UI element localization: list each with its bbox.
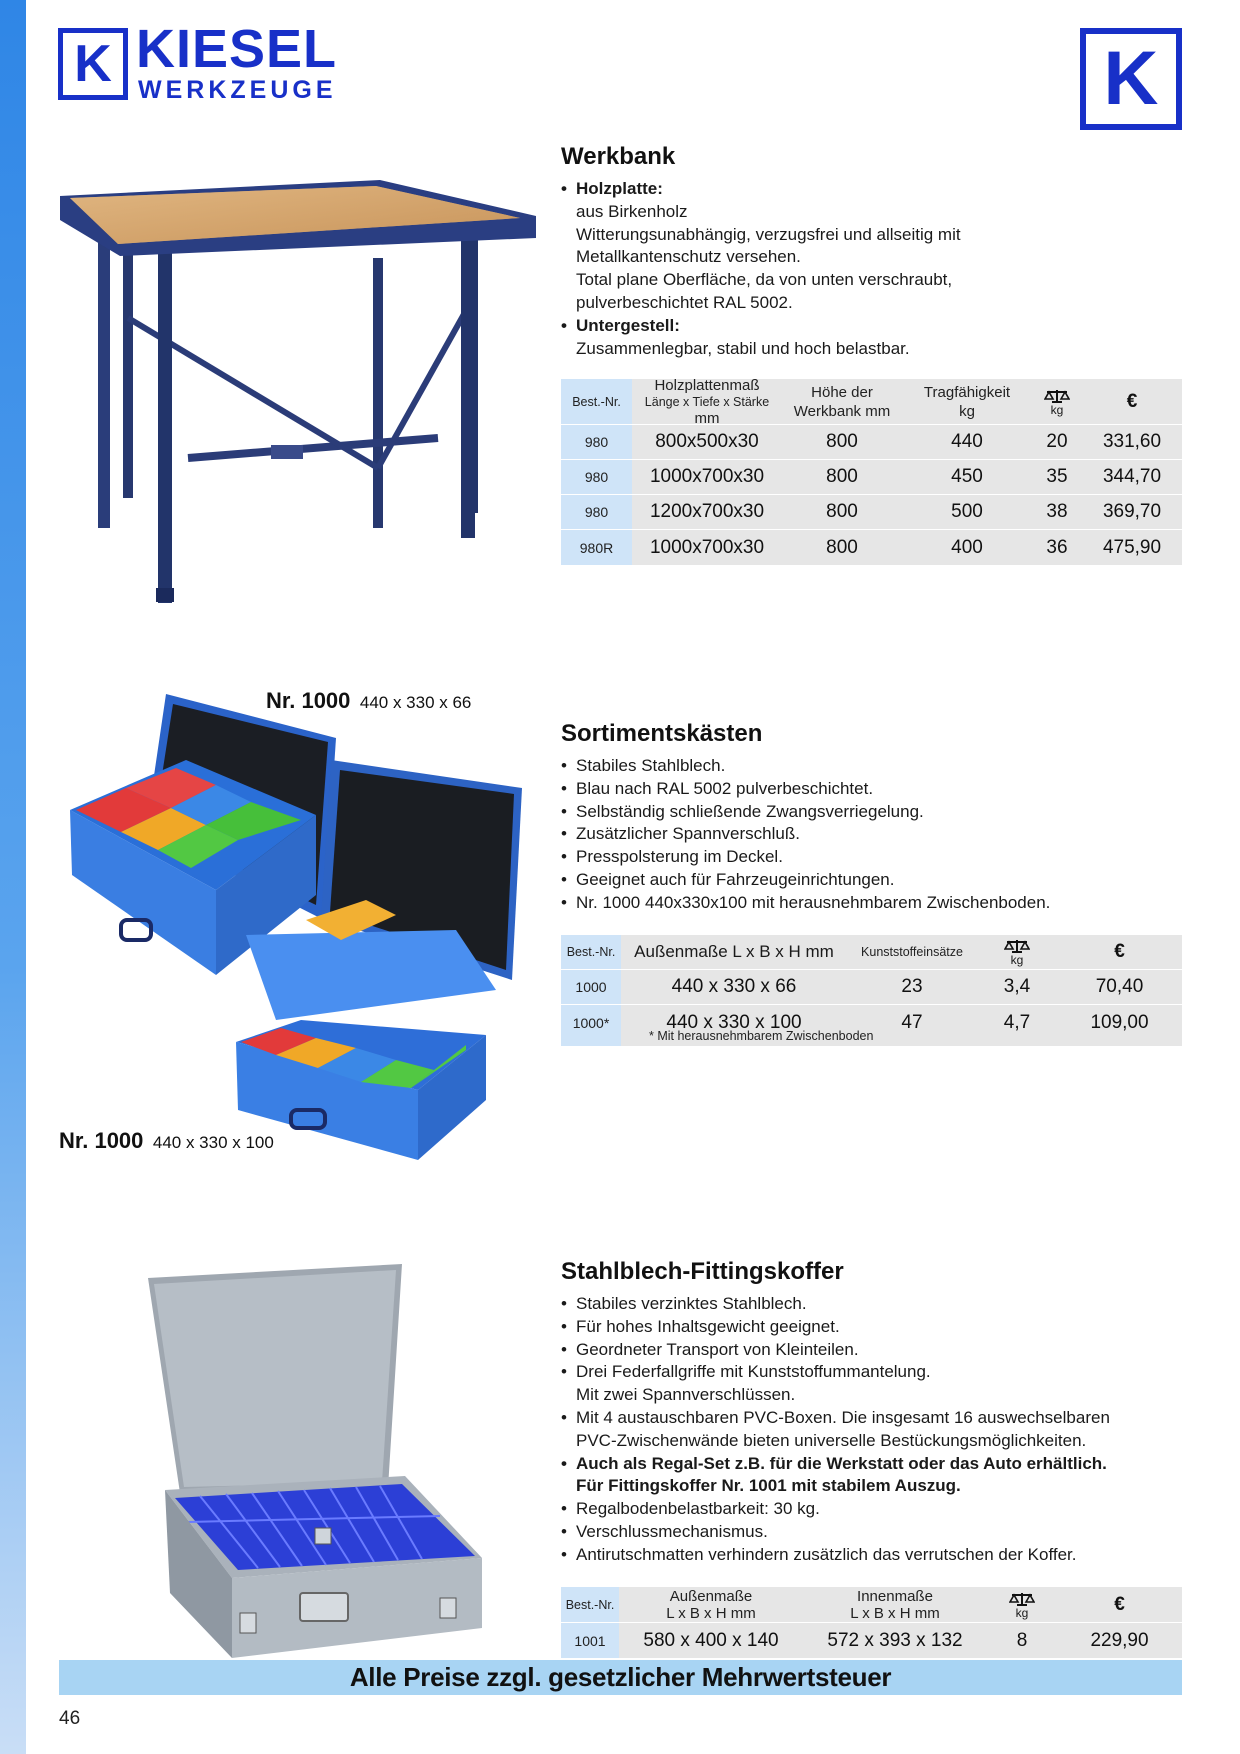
assortment-features: [561, 755, 1050, 915]
list-item: • Zusätzlicher Spannverschluß.: [561, 823, 1050, 846]
fitting-features: [561, 1293, 1110, 1567]
list-item: PVC-Zwischenwände bieten universelle Bestückungsmöglichkeiten.: [576, 1430, 1087, 1450]
scale-icon: [1004, 938, 1030, 954]
list-item: • Drei Federfallgriffe mit Kunststoffummantelung.: [561, 1361, 1110, 1384]
list-item: • Stabiles verzinktes Stahlblech.: [561, 1293, 1110, 1316]
list-item: • Holzplatte:: [561, 178, 961, 201]
list-item: • Auch als Regal-Set z.B. für die Werkstatt oder das Auto erhältlich.: [561, 1453, 1110, 1476]
logo-letter-large: K: [1103, 36, 1159, 121]
table-row: 980 1000x700x30 800 450 35 344,70: [561, 460, 1182, 495]
col-best-nr: Best.-Nr.: [566, 945, 616, 959]
col-outer-dims: Außenmaße L x B x H mm: [634, 942, 834, 961]
list-item: • Nr. 1000 440x330x100 mit herausnehmbarem Zwischenboden.: [561, 892, 1050, 915]
scale-icon: [1044, 388, 1070, 404]
col-price: €: [1126, 390, 1138, 412]
list-item: • Presspolsterung im Deckel.: [561, 846, 1050, 869]
col-bench-height: Höhe der Werkbank mm: [793, 383, 891, 420]
table-header: [561, 1587, 1182, 1623]
logo-letter: K: [74, 35, 112, 93]
fitting-price-table: [561, 1587, 1182, 1658]
list-item: • Selbständig schließende Zwangsverriegelung.: [561, 801, 1050, 824]
workbench-price-table: [561, 376, 1182, 565]
list-item: • Verschlussmechanismus.: [561, 1521, 1110, 1544]
table-row: 1000 440 x 330 x 66 23 3,4 70,40: [561, 970, 1182, 1005]
col-price: €: [1114, 941, 1125, 962]
table-header: [561, 935, 1182, 970]
logo-k-box: [58, 28, 128, 100]
list-item: Witterungsunabhängig, verzugsfrei und allseitig mit: [576, 224, 961, 244]
table-row: 980R 1000x700x30 800 400 36 475,90: [561, 530, 1182, 565]
vat-notice-bar: [59, 1660, 1182, 1695]
product-label-1000-66: Nr. 1000 440 x 330 x 66: [266, 688, 472, 713]
list-item: Metallkantenschutz versehen.: [576, 247, 801, 267]
list-item: • Antirutschmatten verhindern zusätzlich das verrutschen der Koffer.: [561, 1544, 1110, 1567]
list-item: • Blau nach RAL 5002 pulverbeschichtet.: [561, 778, 1050, 801]
list-item: • Regalbodenbelastbarkeit: 30 kg.: [561, 1498, 1110, 1521]
vat-notice: Alle Preise zzgl. gesetzlicher Mehrwertsteuer: [349, 1662, 892, 1692]
list-item: Total plane Oberfläche, da von unten verschraubt,: [576, 270, 953, 290]
col-best-nr: Best.-Nr.: [565, 1597, 615, 1612]
workbench-image: [58, 178, 538, 608]
col-weight: kg: [977, 935, 1057, 969]
list-item: Mit zwei Spannverschlüssen.: [576, 1385, 796, 1405]
list-item: • Mit 4 austauschbaren PVC-Boxen. Die insgesamt 16 auswechselbaren: [561, 1407, 1110, 1430]
list-item: aus Birkenholz: [576, 201, 688, 221]
list-item: • Geeignet auch für Fahrzeugeinrichtungen.: [561, 869, 1050, 892]
table-header: [561, 376, 1182, 427]
assortment-title: Sortimentskästen: [561, 720, 763, 747]
side-accent-bar: [0, 0, 26, 1754]
table-row: 980 1200x700x30 800 500 38 369,70: [561, 495, 1182, 530]
fitting-case-image: [140, 1258, 490, 1658]
brand-subtitle: WERKZEUGE: [138, 76, 337, 104]
col-outer-dims: Außenmaße L x B x H mm: [666, 1587, 756, 1622]
list-item: • Für hohes Inhaltsgewicht geeignet.: [561, 1316, 1110, 1339]
list-item: • Untergestell:: [561, 315, 961, 338]
table-row: 1001 580 x 400 x 140 572 x 393 x 132 8 229,90: [561, 1623, 1182, 1658]
col-plate-size: Holzplattenmaß Länge x Tiefe x Stärke mm: [644, 376, 770, 427]
table-row: 1000* 440 x 330 x 100 47 4,7 109,00 * Mit herausnehmbarem Zwischenboden: [561, 1005, 1182, 1046]
scale-icon: [1009, 1591, 1035, 1607]
workbench-title: Werkbank: [561, 143, 676, 170]
col-inserts: Kunststoffeinsätze: [861, 945, 963, 959]
product-label-1000-100: Nr. 1000 440 x 330 x 100: [59, 1128, 274, 1153]
list-item: pulverbeschichtet RAL 5002.: [576, 292, 793, 312]
col-weight: kg: [987, 1587, 1057, 1622]
col-best-nr: Best.-Nr.: [572, 394, 621, 409]
assortment-price-table: [561, 935, 1182, 1046]
col-inner-dims: Innenmaße L x B x H mm: [850, 1587, 940, 1622]
assortment-case-image: [66, 690, 526, 1165]
brand-logo-icon: [1080, 28, 1182, 130]
workbench-features: [561, 178, 961, 360]
table-footnote: * Mit herausnehmbarem Zwischenboden: [649, 1029, 874, 1043]
table-row: 980 800x500x30 800 440 20 331,60: [561, 425, 1182, 460]
list-item: • Geordneter Transport von Kleinteilen.: [561, 1339, 1110, 1362]
col-price: €: [1114, 1593, 1125, 1615]
brand-name: KIESEL: [136, 19, 338, 79]
col-weight: kg: [1032, 379, 1082, 424]
col-capacity: Tragfähigkeit kg: [923, 383, 1011, 420]
list-item: Zusammenlegbar, stabil und hoch belastbar.: [576, 338, 910, 358]
list-item: Für Fittingskoffer Nr. 1001 mit stabilem Auszug.: [576, 1476, 961, 1496]
list-item: • Stabiles Stahlblech.: [561, 755, 1050, 778]
fitting-title: Stahlblech-Fittingskoffer: [561, 1258, 844, 1285]
page-number: 46: [59, 1708, 81, 1729]
